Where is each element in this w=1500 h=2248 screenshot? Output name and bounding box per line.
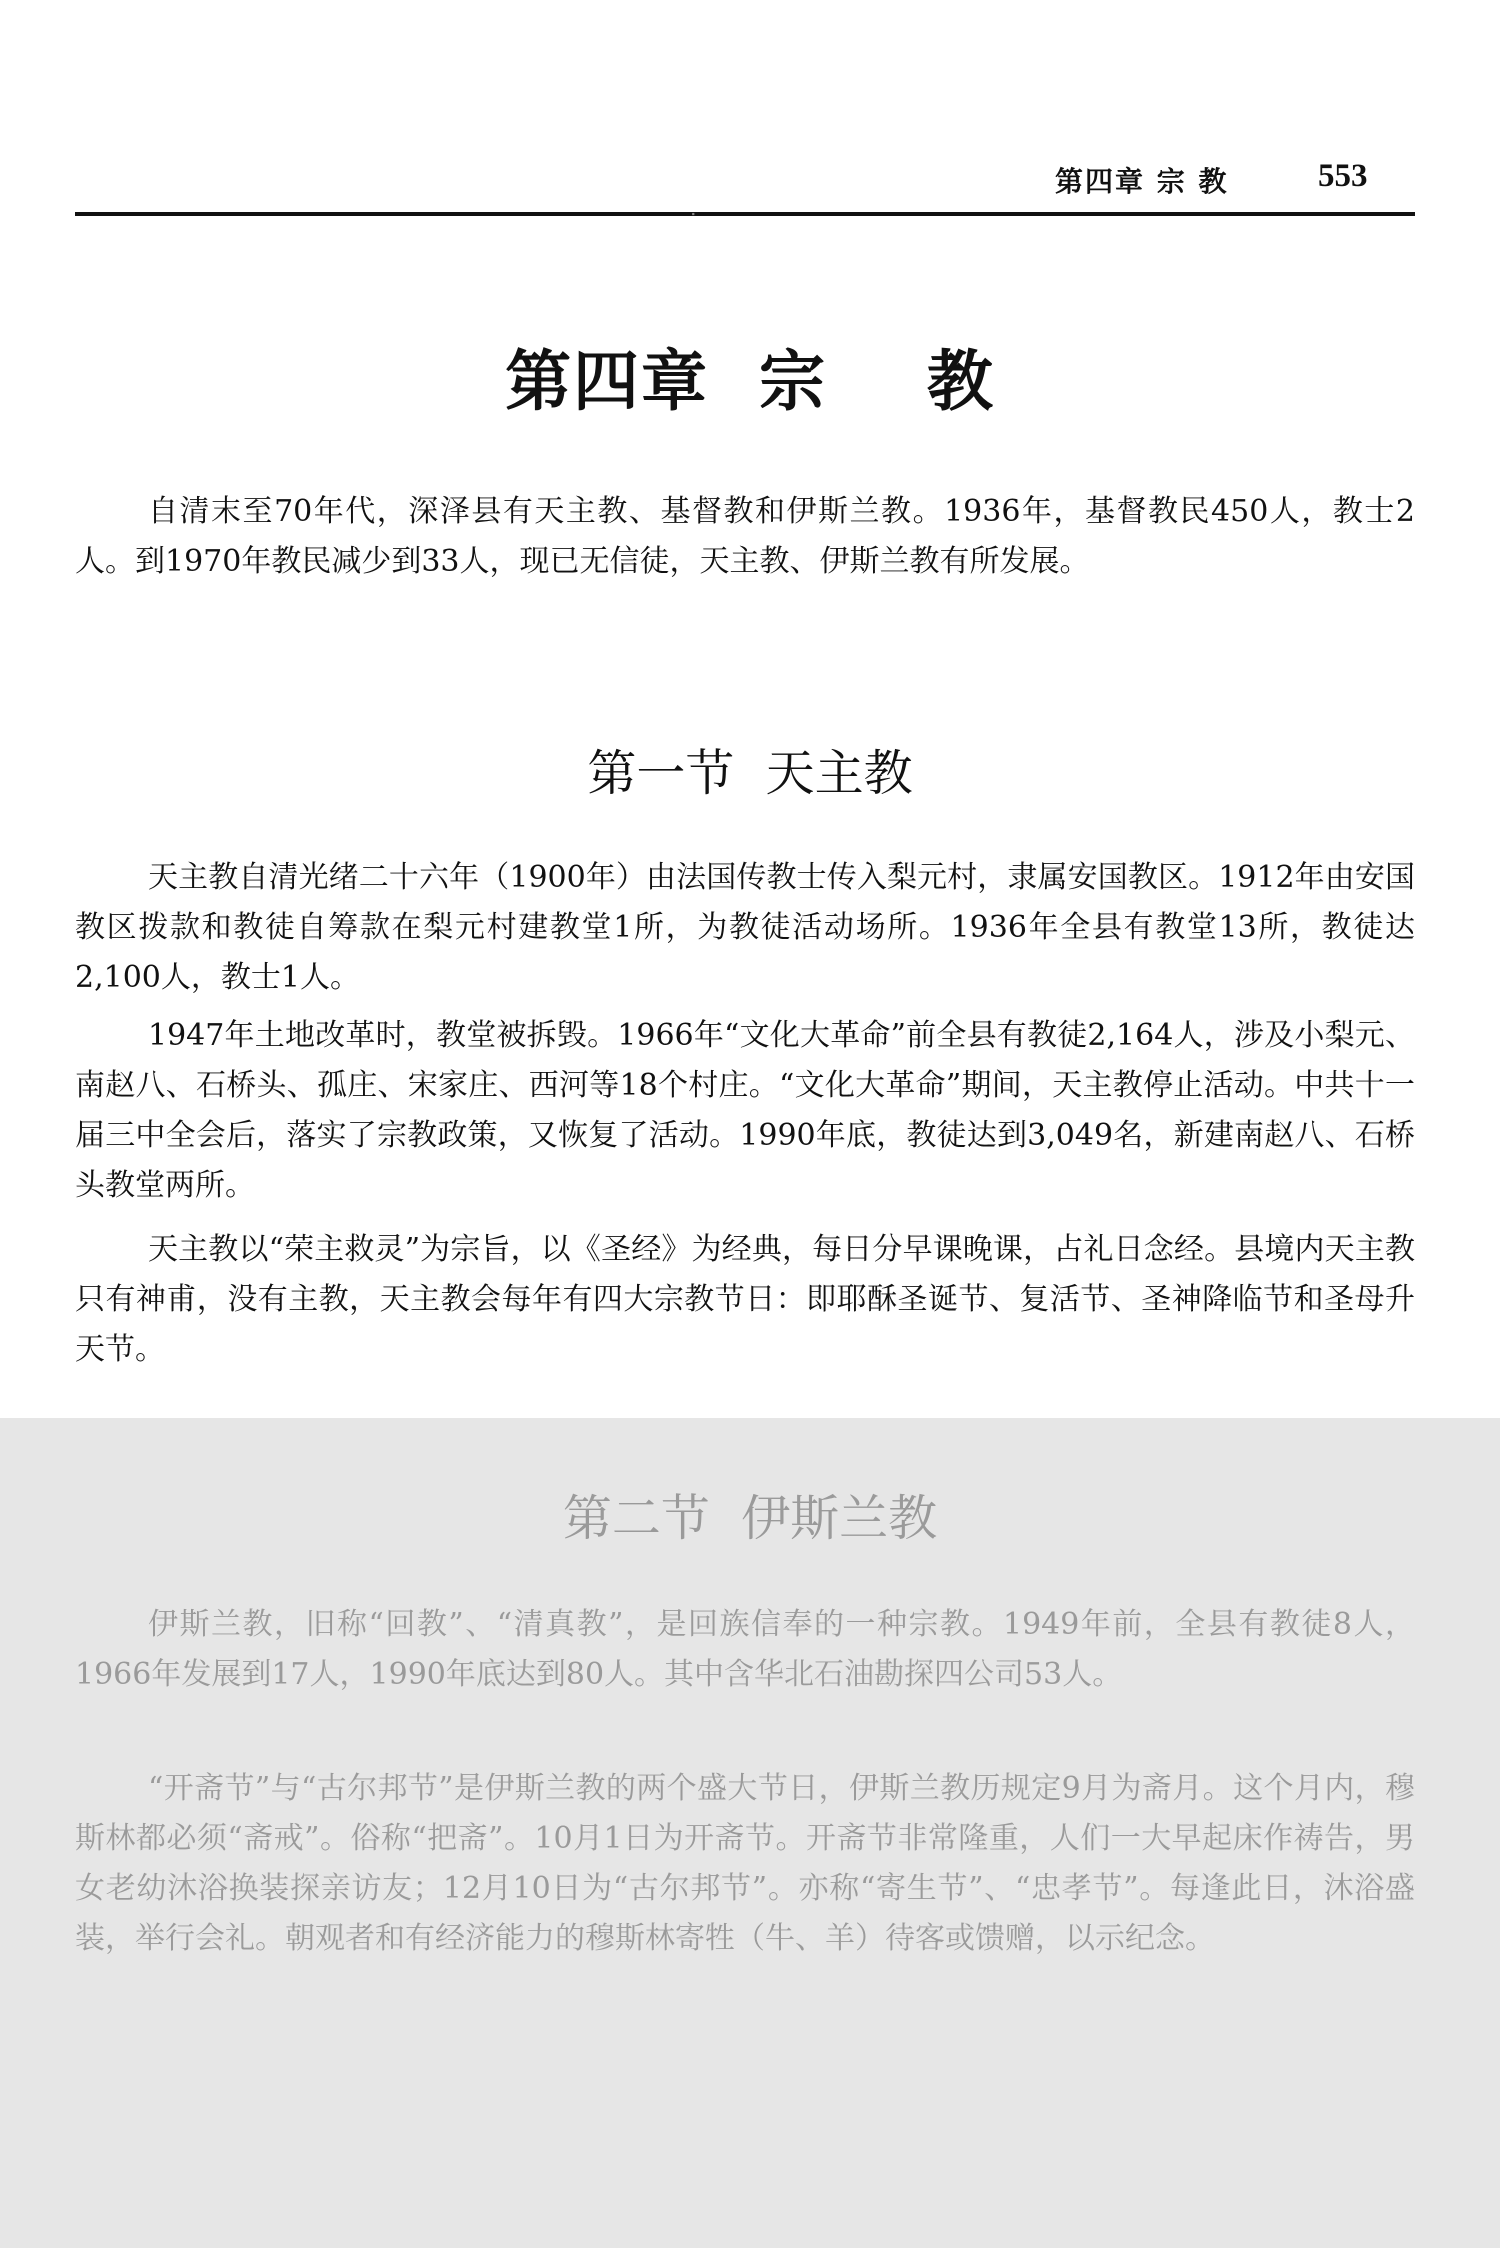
section-1-paragraph: 1947年土地改革时，教堂被拆毁。1966年“文化大革命”前全县有教徒2,164人，涉及小梨元、南赵八、石桥头、孤庄、宋家庄、西河等18个村庄。“文化大革命”期间，天主教停止活动。中共十一届三中全会后，落实了宗教政策，又恢复了活动。1990年底，教徒达到3,049名，新建南赵八、石桥头教堂两所。 (75, 1018, 1415, 1203)
section-1-paragraph: 天主教以“荣主救灵”为宗旨，以《圣经》为经典，每日分早课晚课，占礼日念经。县境内天主教只有神甫，没有主教，天主教会每年有四大宗教节日：即耶酥圣诞节、复活节、圣神降临节和圣母升天节。 (75, 1232, 1415, 1367)
section-title-islam: 第二节 伊斯兰教 (562, 1490, 938, 1547)
binding-mark: ᐧ (690, 203, 696, 228)
header-rule (75, 212, 1415, 216)
running-header: 第四章 宗 教 (1055, 165, 1229, 198)
section-2-paragraph: 伊斯兰教，旧称“回教”、“清真教”，是回族信奉的一种宗教。1949年前，全县有教徒8人，1966年发展到17人，1990年底达到80人。其中含华北石油勘探四公司53人。 (75, 1607, 1415, 1692)
chapter-title: 第四章 宗 教 (505, 343, 995, 420)
section-1-paragraph: 天主教自清光绪二十六年（1900年）由法国传教士传入梨元村，隶属安国教区。1912年由安国教区拨款和教徒自筹款在梨元村建教堂1所，为教徒活动场所。1936年全县有教堂13所，教徒达2,100人，教士1人。 (75, 860, 1415, 995)
section-title-catholicism: 第一节 天主教 (587, 745, 913, 802)
section-2-paragraph: “开斋节”与“古尔邦节”是伊斯兰教的两个盛大节日，伊斯兰教历规定9月为斋月。这个月内，穆斯林都必须“斋戒”。俗称“把斋”。10月1日为开斋节。开斋节非常隆重，人们一大早起床作祷告，男女老幼沐浴换装探亲访友；12月10日为“古尔邦节”。亦称“寄生节”、“忠孝节”。每逢此日，沐浴盛装，举行会礼。朝观者和有经济能力的穆斯林寄牲（牛、羊）待客或馈赠，以示纪念。 (75, 1771, 1415, 1956)
chapter-intro-paragraph: 自清末至70年代，深泽县有天主教、基督教和伊斯兰教。1936年，基督教民450人，教士2人。到1970年教民减少到33人，现已无信徒，天主教、伊斯兰教有所发展。 (75, 494, 1415, 579)
page-number: 553 (1318, 158, 1368, 194)
